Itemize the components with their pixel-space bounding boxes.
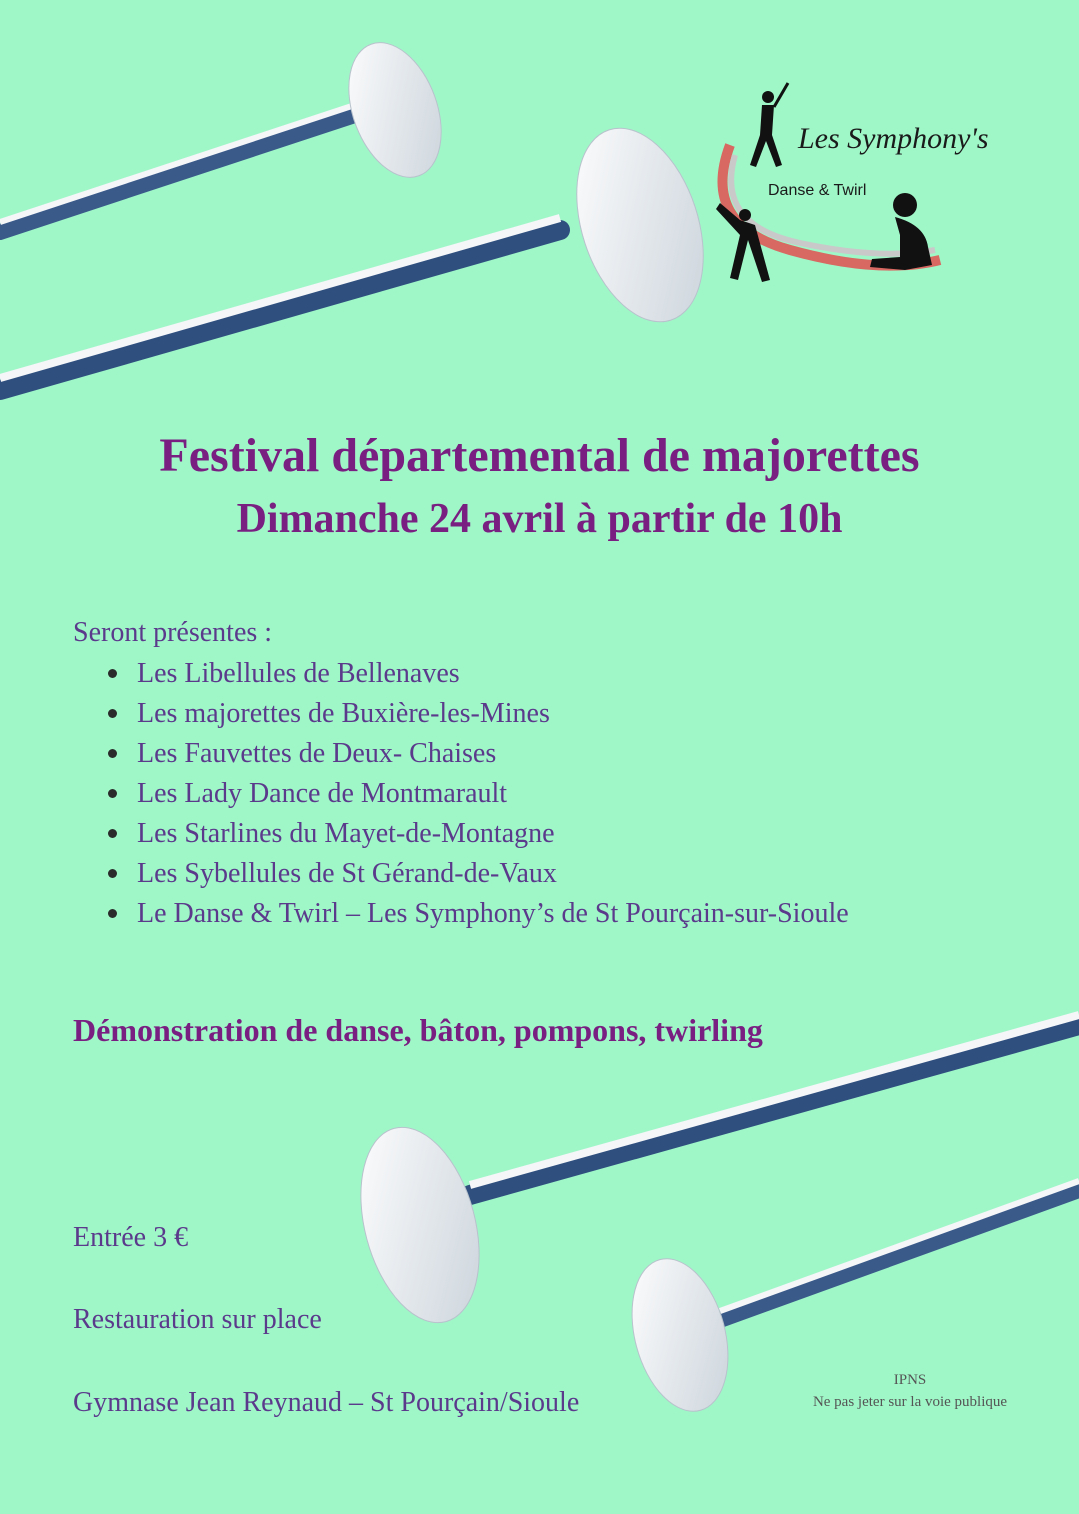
list-item: Les Starlines du Mayet-de-Montagne [137, 814, 849, 854]
majorette-silhouette-icon [750, 83, 788, 167]
list-item: Le Danse & Twirl – Les Symphony’s de St Pourçain-sur-Sioule [137, 894, 849, 934]
event-date: Dimanche 24 avril à partir de 10h [236, 496, 843, 542]
baton-icon [0, 30, 458, 232]
teams-intro: Seront présentes : [73, 617, 273, 648]
entry-price: Entrée 3 € [73, 1222, 189, 1253]
list-item: Les Sybellules de St Gérand-de-Vaux [137, 854, 849, 894]
venue: Gymnase Jean Reynaud – St Pourçain/Sioule [73, 1387, 580, 1418]
page-title: Festival départemental de majorettes [159, 429, 920, 482]
baton-icon [341, 1015, 1079, 1336]
baton-icon [0, 112, 726, 390]
list-item: Les Lady Dance de Montmarault [137, 774, 849, 814]
ipns-notice: Ne pas jeter sur la voie publique [812, 1394, 1008, 1410]
logo-subtitle: Danse & Twirl [768, 182, 867, 199]
list-item: Les Fauvettes de Deux- Chaises [137, 734, 849, 774]
majorette-silhouette-icon [870, 193, 932, 270]
logo-name: Les Symphony's [798, 122, 989, 155]
demonstration-heading: Démonstration de danse, bâton, pompons, twirling [73, 1012, 763, 1048]
list-item: Les majorettes de Buxière-les-Mines [137, 694, 849, 734]
food-info: Restauration sur place [73, 1304, 322, 1335]
ipns-label: IPNS [893, 1372, 927, 1388]
list-item: Les Libellules de Bellenaves [137, 654, 849, 694]
teams-list [137, 654, 849, 934]
